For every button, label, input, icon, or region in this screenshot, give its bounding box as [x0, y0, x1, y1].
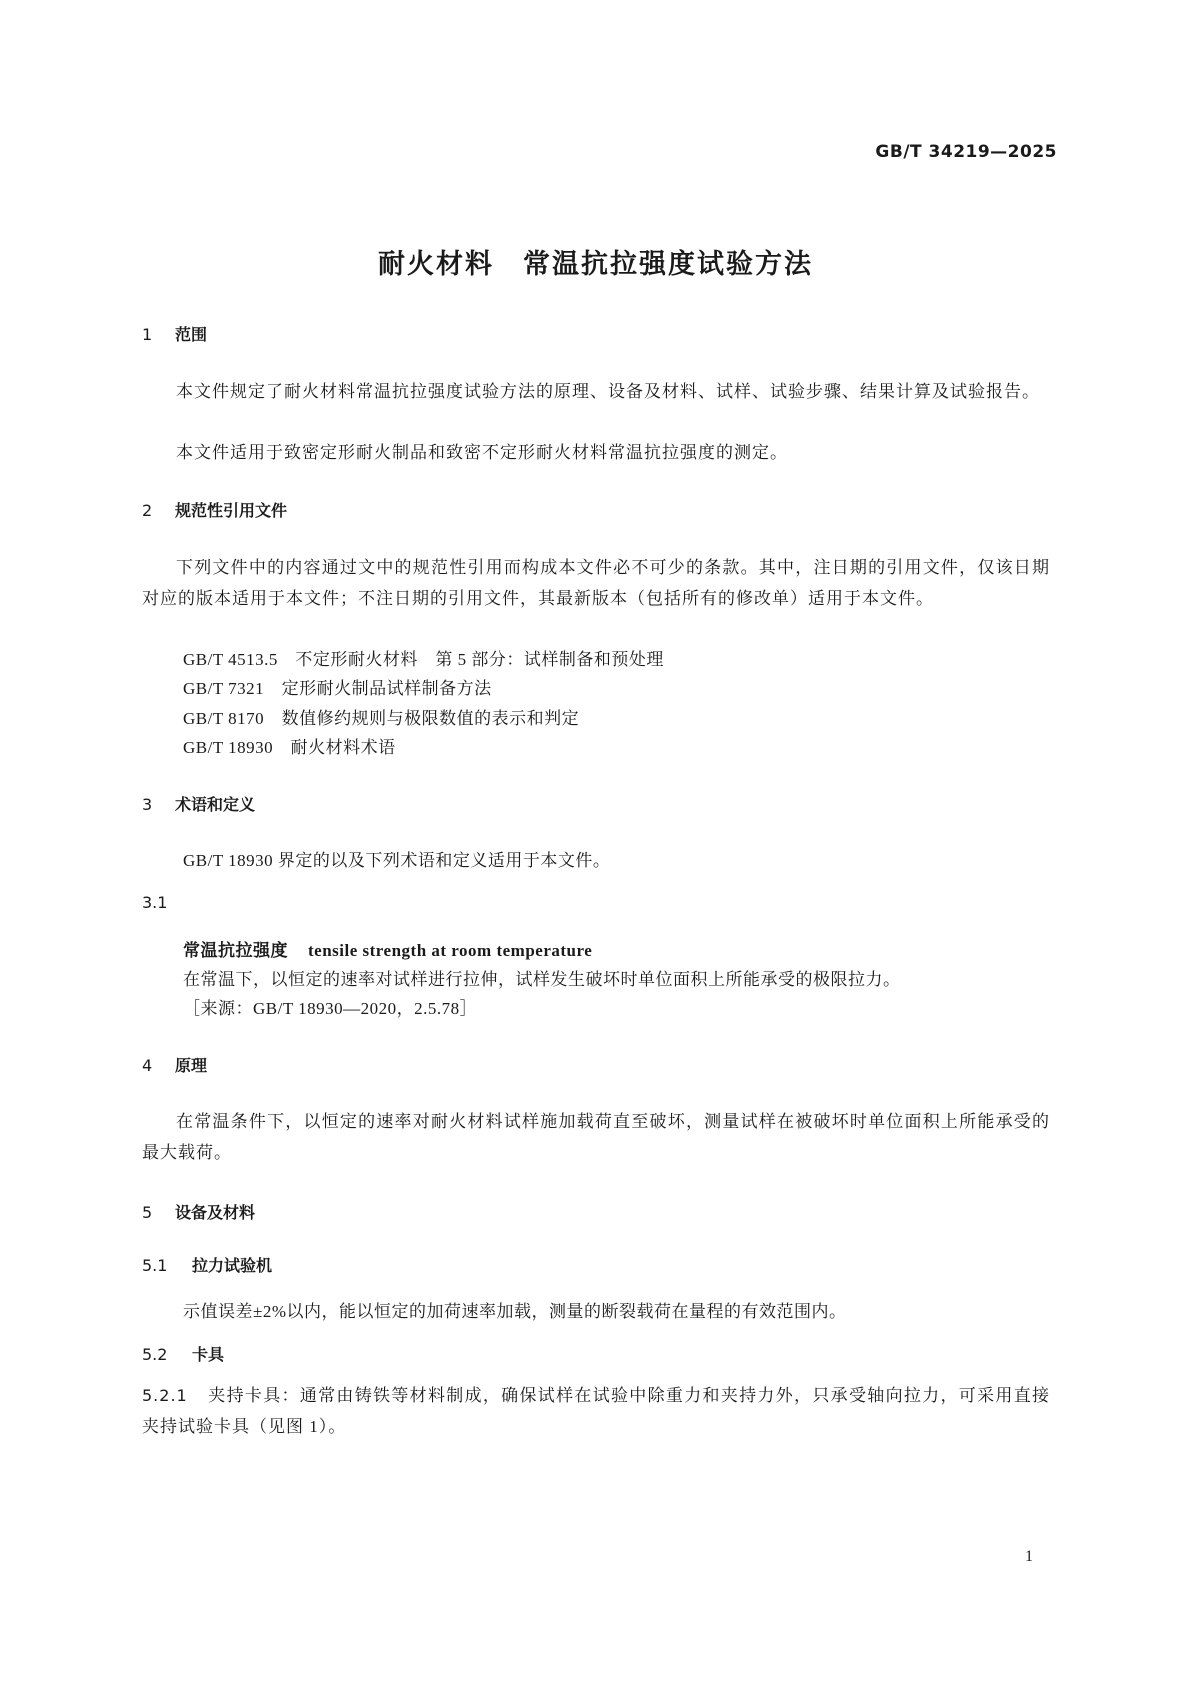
- reference-code: GB/T 18930: [183, 738, 274, 757]
- section-number: 2: [142, 501, 153, 520]
- section-title: 规范性引用文件: [175, 501, 288, 520]
- reference-title: 定形耐火制品试样制备方法: [281, 679, 492, 698]
- subsection-5-1-paragraph: 示值误差±2%以内，能以恒定的加荷速率加载，测量的断裂载荷在量程的有效范围内。: [183, 1302, 847, 1321]
- subsection-5-1-heading: [142, 1253, 272, 1276]
- section-title: 范围: [175, 325, 208, 344]
- section-title: 原理: [175, 1056, 208, 1075]
- reference-code: GB/T 4513.5: [183, 650, 278, 669]
- term-number: 3.1: [142, 893, 168, 912]
- section-number: 5: [142, 1203, 153, 1222]
- term-entry: [183, 936, 592, 961]
- subsection-5-2-heading: [142, 1342, 224, 1365]
- section-3-heading: [142, 792, 255, 815]
- subsection-number: 5.1: [142, 1256, 168, 1275]
- section-title: 设备及材料: [175, 1203, 256, 1222]
- subsection-title: 卡具: [192, 1345, 225, 1364]
- section-2-paragraph-1: 下列文件中的内容通过文中的规范性引用而构成本文件必不可少的条款。其中，注日期的引用文件，仅该日期对应的版本适用于本文件；不注日期的引用文件，其最新版本（包括所有的修改单）适用于本文件。: [142, 558, 1050, 608]
- term-definition: 在常温下，以恒定的速率对试样进行拉伸，试样发生破坏时单位面积上所能承受的极限拉力。: [183, 970, 901, 989]
- section-4-paragraph-1: 在常温条件下，以恒定的速率对耐火材料试样施加载荷直至破坏，测量试样在被破坏时单位面积上所能承受的最大载荷。: [142, 1112, 1050, 1162]
- section-1-paragraph-2: 本文件适用于致密定形耐火制品和致密不定形耐火材料常温抗拉强度的测定。: [176, 443, 788, 462]
- section-1-paragraph-1: 本文件规定了耐火材料常温抗拉强度试验方法的原理、设备及材料、试样、试验步骤、结果计算及试验报告。: [176, 382, 1040, 401]
- term-source: ［来源：GB/T 18930—2020，2.5.78］: [183, 999, 478, 1018]
- section-2-heading: [142, 498, 287, 521]
- reference-item: [183, 704, 579, 729]
- term-chinese: 常温抗拉强度: [183, 941, 288, 961]
- clause-5-2-1: [142, 1380, 1050, 1442]
- subsection-number: 5.2: [142, 1345, 168, 1364]
- page-number: 1: [1025, 1548, 1033, 1565]
- section-5-heading: [142, 1200, 255, 1223]
- section-number: 1: [142, 325, 153, 344]
- reference-title: 数值修约规则与极限数值的表示和判定: [281, 709, 580, 728]
- document-title: 耐火材料 常温抗拉强度试验方法: [378, 249, 813, 280]
- section-title: 术语和定义: [175, 795, 256, 814]
- reference-code: GB/T 7321: [183, 679, 265, 698]
- term-english: tensile strength at room temperature: [308, 941, 593, 960]
- section-1-heading: [142, 322, 207, 345]
- standard-code: GB/T 34219—2025: [875, 142, 1057, 162]
- section-number: 4: [142, 1056, 153, 1075]
- reference-title: 不定形耐火材料 第 5 部分：试样制备和预处理: [295, 650, 664, 669]
- clause-text: 夹持卡具：通常由铸铁等材料制成，确保试样在试验中除重力和夹持力外，只承受轴向拉力，可采用直接夹持试验卡具（见图 1）。: [142, 1386, 1050, 1436]
- reference-code: GB/T 8170: [183, 709, 265, 728]
- reference-item: [183, 645, 664, 670]
- section-4-heading: [142, 1053, 207, 1076]
- clause-number: 5.2.1: [142, 1386, 188, 1405]
- reference-item: [183, 733, 396, 758]
- reference-title: 耐火材料术语: [290, 738, 396, 757]
- subsection-title: 拉力试验机: [192, 1256, 273, 1275]
- reference-item: [183, 674, 492, 699]
- section-number: 3: [142, 795, 153, 814]
- section-3-paragraph-1: GB/T 18930 界定的以及下列术语和定义适用于本文件。: [183, 851, 611, 870]
